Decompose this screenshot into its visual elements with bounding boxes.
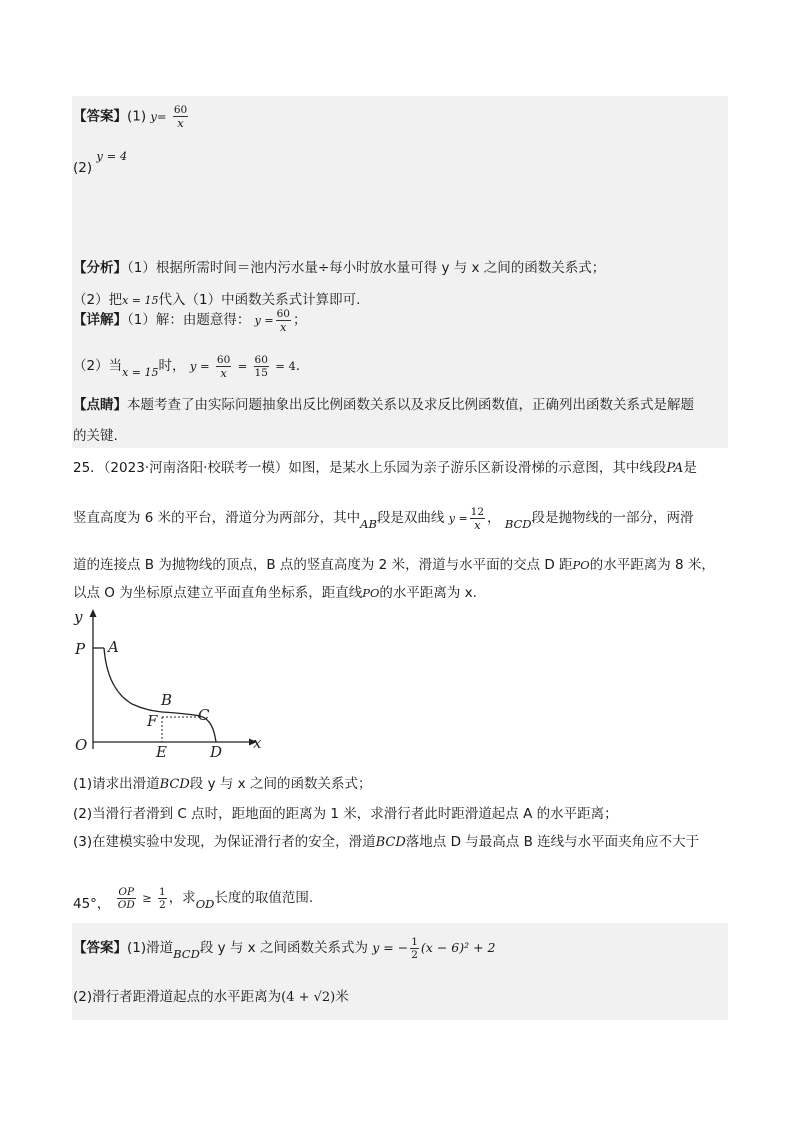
comment-line-1: 【点睛】本题考查了由实际问题抽象出反比例函数关系以及求反比例函数值，正确列出函数关系式是解题 <box>73 397 694 413</box>
question-25-line-3: 道的连接点 B 为抛物线的顶点，B 点的竖直高度为 2 米，滑道与水平面的交点 D 距PO的水平距离为 8 米， <box>73 557 715 573</box>
sub-question-2: (2)当滑行者滑到 C 点时，距地面的距离为 1 米，求滑行者此时距滑道起点 A 的水平距离； <box>73 806 618 822</box>
question-25-line-1: 25．（2023·河南洛阳·校联考一模）如图，是某水上乐园为亲子游乐区新设滑梯的示意图，其中线段PA是 <box>73 460 697 476</box>
y-axis-arrow <box>90 609 97 617</box>
analysis-line-1: 【分析】（1）根据所需时间＝池内污水量÷每小时放水量可得 y 与 x 之间的函数关系式； <box>73 260 606 276</box>
detail-line-1: 【详解】（1）解：由题意得： y = $\frac{60}{x}$ ； <box>73 307 307 334</box>
analysis-line-2: （2）把x = 15代入（1）中函数关系式计算即可. <box>73 292 361 308</box>
answer-line-2: (2) y = 4 <box>73 149 128 176</box>
question-25-line-4: 以点 O 为坐标原点建立平面直角坐标系，距直线PO的水平距离为 x. <box>73 585 477 601</box>
label-x: x <box>253 734 262 752</box>
label-o: O <box>75 736 88 754</box>
label-y: y <box>74 608 83 626</box>
slide-diagram <box>70 604 290 764</box>
question-25-line-2: 竖直高度为 6 米的平台，滑道分为两部分，其中AB段是双曲线 y = $\frac{12}{x}$ ， BCD段是抛物线的一部分，两滑 <box>73 505 694 532</box>
answer-25-line-2: (2)滑行者距滑道起点的水平距离为(4 + √2)米 <box>73 989 349 1005</box>
comment-line-2: 的关键. <box>73 428 118 444</box>
sub-question-1: (1)请求出滑道BCD段 y 与 x 之间的函数关系式； <box>73 776 372 792</box>
sub-question-3-cont: 45°， $\frac{OP}{OD}$ ≥ $\frac{1}{2}$ ，求OD长度的取值范围. <box>73 885 314 912</box>
answer-line-1: 【答案】(1) y= $\frac{60}{x}$ <box>73 104 188 130</box>
answer-25-line-1: 【答案】(1)滑道BCD段 y 与 x 之间函数关系式为 y = − $\frac{1}{2}$ (x − 6)² + 2 <box>73 935 496 961</box>
sub-question-3: (3)在建模实验中发现，为保证滑行者的安全，滑道BCD落地点 D 与最高点 B 连线与水平面夹角应不大于 <box>73 834 700 850</box>
label-a: A <box>108 638 119 656</box>
label-f: F <box>147 712 158 730</box>
label-e: E <box>156 743 167 761</box>
label-c: C <box>198 706 210 724</box>
label-p: P <box>75 640 86 658</box>
label-d: D <box>210 743 223 761</box>
label-b: B <box>161 691 173 709</box>
fraction: $\frac{60}{x}$ <box>173 104 188 130</box>
detail-line-2: （2）当$_{x = 15}$时， y = $\frac{60}{x}$ = $\frac{60}{15}$ = 4. <box>73 353 301 380</box>
curve-ab <box>104 648 162 712</box>
